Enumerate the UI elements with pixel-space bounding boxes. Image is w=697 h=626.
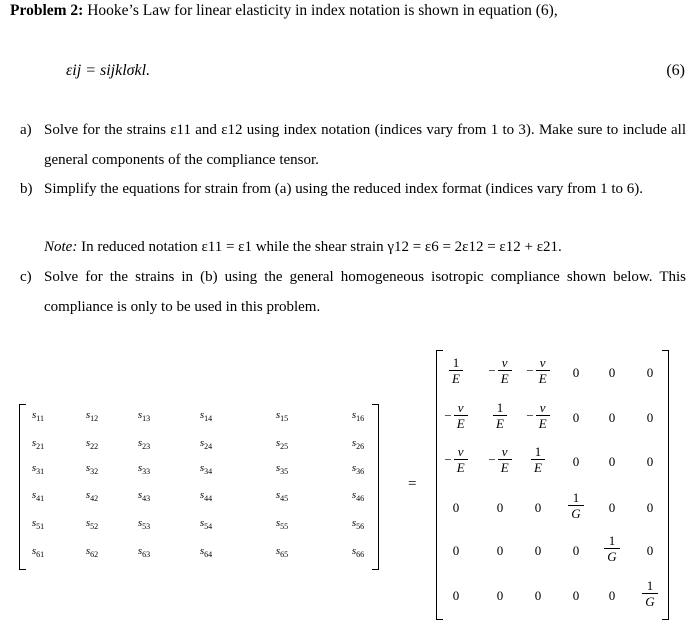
matrix-zero-cell: 0 [646, 365, 654, 380]
matrix-fraction-cell: $\frac{1}{E}$ [518, 444, 558, 475]
compliance-cell: $s_{34}$ [199, 462, 213, 477]
compliance-cell: $s_{24}$ [199, 437, 213, 452]
isotropic-matrix-left-bracket [436, 350, 443, 620]
compliance-cell: $s_{46}$ [351, 489, 365, 504]
matrix-zero-cell: 0 [646, 543, 654, 558]
matrix-zero-cell: 0 [572, 410, 580, 425]
compliance-cell: $s_{42}$ [85, 489, 99, 504]
compliance-cell: $s_{44}$ [199, 489, 213, 504]
compliance-cell: $s_{63}$ [137, 545, 151, 560]
matrix-fraction-cell: $\frac{1}{E}$ [480, 400, 520, 431]
matrix-zero-cell: 0 [646, 500, 654, 515]
part-c-label: c) [20, 269, 32, 285]
compliance-cell: $s_{26}$ [351, 437, 365, 452]
compliance-cell: $s_{64}$ [199, 545, 213, 560]
part-a-label: a) [20, 122, 32, 138]
part-b-text: Simplify the equations for strain from (a) using the reduced index format (indices vary from 1 to 6). [44, 181, 644, 197]
matrix-zero-cell: 0 [646, 410, 654, 425]
matrix-zero-cell: 0 [452, 588, 460, 603]
problem-intro: Hooke’s Law for linear elasticity in index notation is shown in equation (6), [83, 2, 558, 19]
compliance-cell: $s_{52}$ [85, 517, 99, 532]
hookes-law-equation: εij = sijklσkl. [66, 62, 151, 79]
compliance-cell: $s_{23}$ [137, 437, 151, 452]
matrix-zero-cell: 0 [452, 500, 460, 515]
matrix-zero-cell: 0 [496, 500, 504, 515]
matrix-zero-cell: 0 [496, 588, 504, 603]
compliance-cell: $s_{32}$ [85, 462, 99, 477]
compliance-cell: $s_{14}$ [199, 409, 213, 424]
matrix-zero-cell: 0 [534, 588, 542, 603]
matrix-zero-cell: 0 [572, 454, 580, 469]
matrix-zero-cell: 0 [496, 543, 504, 558]
equals-sign: = [408, 476, 417, 492]
matrix-zero-cell: 0 [452, 543, 460, 558]
matrix-zero-cell: 0 [608, 500, 616, 515]
compliance-cell: $s_{13}$ [137, 409, 151, 424]
matrix-zero-cell: 0 [646, 454, 654, 469]
compliance-cell: $s_{12}$ [85, 409, 99, 424]
matrix-zero-cell: 0 [608, 365, 616, 380]
compliance-cell: $s_{55}$ [275, 517, 289, 532]
matrix-fraction-cell: $\frac{1}{E}$ [436, 355, 476, 386]
compliance-cell: $s_{66}$ [351, 545, 365, 560]
compliance-cell: $s_{15}$ [275, 409, 289, 424]
compliance-cell: $s_{56}$ [351, 517, 365, 532]
matrix-fraction-cell: $\frac{1}{G}$ [556, 490, 596, 521]
problem-heading [10, 2, 558, 20]
part-c [20, 262, 686, 322]
part-a-text: Solve for the strains ε11 and ε12 using index notation (indices vary from 1 to 3). Make sure to include all general components of the compliance tensor. [44, 122, 686, 168]
equation-number: (6) [666, 62, 685, 79]
matrix-zero-cell: 0 [572, 365, 580, 380]
note [44, 239, 562, 256]
matrix-fraction-cell: $\frac{1}{G}$ [630, 578, 670, 609]
compliance-cell: $s_{62}$ [85, 545, 99, 560]
compliance-cell: $s_{25}$ [275, 437, 289, 452]
part-c-text: Solve for the strains in (b) using the general homogeneous isotropic compliance shown below. This compliance is only to be used in this problem. [44, 269, 686, 315]
compliance-cell: $s_{16}$ [351, 409, 365, 424]
matrix-zero-cell: 0 [534, 543, 542, 558]
compliance-cell: $s_{53}$ [137, 517, 151, 532]
matrix-fraction-cell: − $\frac{\nu}{E}$ [518, 355, 558, 386]
compliance-cell: $s_{21}$ [31, 437, 45, 452]
compliance-cell: $s_{35}$ [275, 462, 289, 477]
compliance-cell: $s_{22}$ [85, 437, 99, 452]
matrix-fraction-cell: − $\frac{\nu}{E}$ [480, 444, 520, 475]
part-a [20, 115, 686, 175]
compliance-cell: $s_{36}$ [351, 462, 365, 477]
matrix-zero-cell: 0 [608, 588, 616, 603]
compliance-cell: $s_{51}$ [31, 517, 45, 532]
matrix-zero-cell: 0 [534, 500, 542, 515]
matrix-zero-cell: 0 [572, 588, 580, 603]
compliance-cell: $s_{54}$ [199, 517, 213, 532]
note-text: In reduced notation ε11 = ε1 while the shear strain γ12 = ε6 = 2ε12 = ε12 + ε21. [77, 239, 562, 255]
compliance-cell: $s_{61}$ [31, 545, 45, 560]
matrix-zero-cell: 0 [608, 454, 616, 469]
part-b-label: b) [20, 181, 33, 197]
compliance-cell: $s_{43}$ [137, 489, 151, 504]
matrix-zero-cell: 0 [608, 410, 616, 425]
part-b [20, 174, 686, 204]
matrix-fraction-cell: − $\frac{\nu}{E}$ [480, 355, 520, 386]
compliance-cell: $s_{31}$ [31, 462, 45, 477]
compliance-cell: $s_{45}$ [275, 489, 289, 504]
matrix-fraction-cell: $\frac{1}{G}$ [592, 533, 632, 564]
matrix-fraction-cell: − $\frac{\nu}{E}$ [436, 400, 476, 431]
compliance-cell: $s_{41}$ [31, 489, 45, 504]
matrix-fraction-cell: − $\frac{\nu}{E}$ [436, 444, 476, 475]
problem-label: Problem 2: [10, 2, 84, 19]
compliance-cell: $s_{65}$ [275, 545, 289, 560]
matrix-fraction-cell: − $\frac{\nu}{E}$ [518, 400, 558, 431]
matrix-zero-cell: 0 [572, 543, 580, 558]
compliance-cell: $s_{11}$ [32, 409, 44, 424]
note-label: Note: [44, 239, 78, 255]
compliance-cell: $s_{33}$ [137, 462, 151, 477]
